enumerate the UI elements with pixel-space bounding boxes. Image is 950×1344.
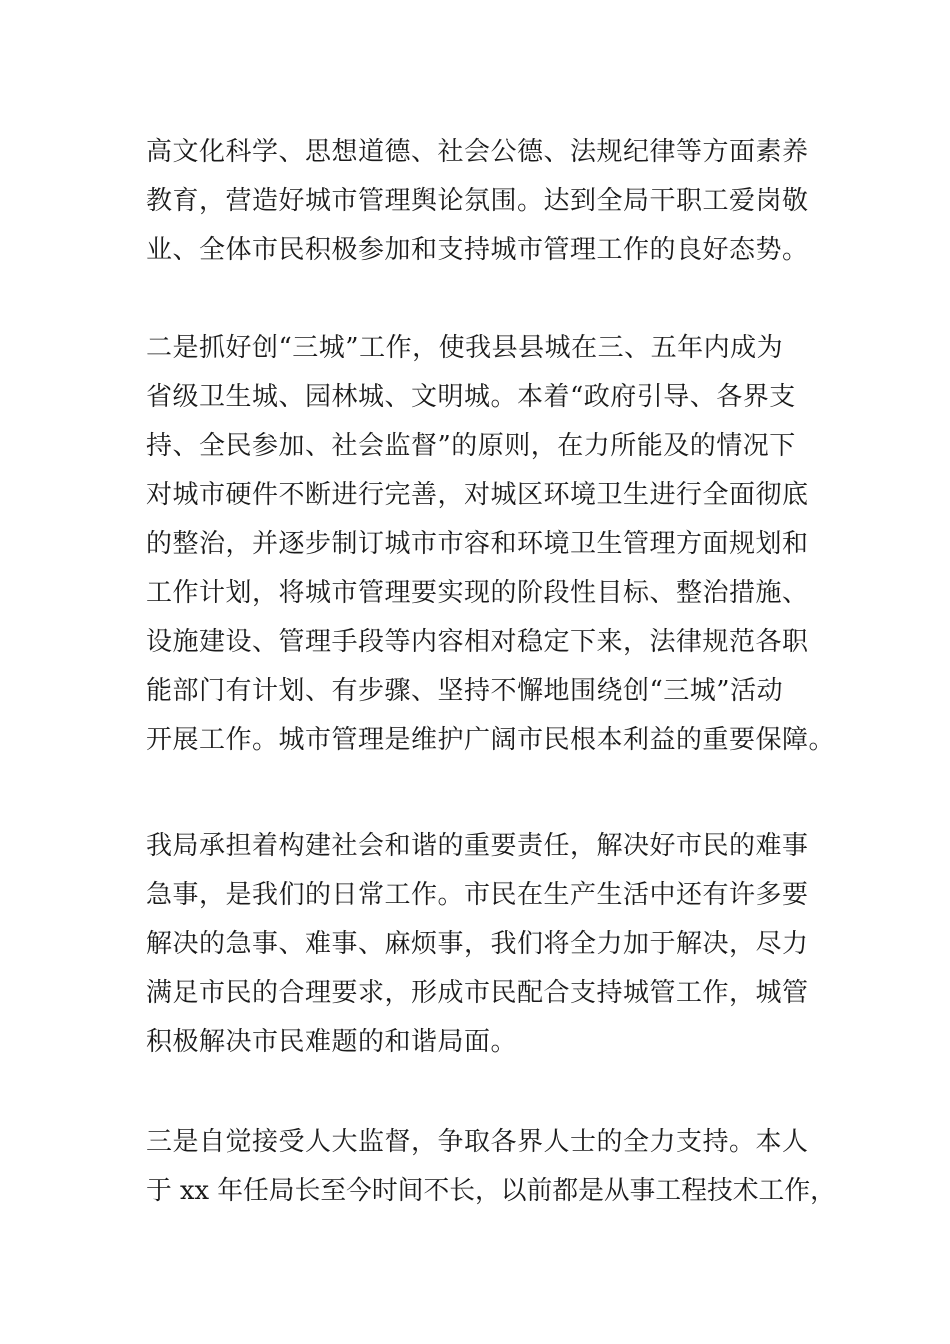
text-line: 于 xx 年任局长至今时间不长，以前都是从事工程技术工作， — [146, 1176, 836, 1206]
paragraph-2 — [146, 324, 836, 765]
text-line: 满足市民的合理要求，形成市民配合支持城管工作，城管 — [146, 978, 809, 1008]
text-line: 教育，营造好城市管理舆论氛围。达到全局干职工爱岗敬 — [146, 186, 809, 216]
text-line: 业、全体市民积极参加和支持城市管理工作的良好态势。 — [146, 235, 809, 265]
paragraph-1 — [146, 128, 836, 275]
text-line: 积极解决市民难题的和谐局面。 — [146, 1027, 518, 1057]
text-line: 对城市硬件不断进行完善，对城区环境卫生进行全面彻底 — [146, 480, 809, 510]
text-line: 二是抓好创“三城”工作，使我县县城在三、五年内成为 — [146, 333, 784, 363]
text-line: 工作计划，将城市管理要实现的阶段性目标、整治措施、 — [146, 578, 809, 608]
text-line: 急事，是我们的日常工作。市民在生产生活中还有许多要 — [146, 880, 809, 910]
text-line: 持、全民参加、社会监督”的原则，在力所能及的情况下 — [146, 431, 796, 461]
text-line: 开展工作。城市管理是维护广阔市民根本利益的重要保障。 — [146, 725, 836, 755]
paragraph-3 — [146, 822, 836, 1067]
text-line: 我局承担着构建社会和谐的重要责任，解决好市民的难事 — [146, 831, 809, 861]
text-line: 解决的急事、难事、麻烦事，我们将全力加于解决，尽力 — [146, 929, 809, 959]
text-line: 高文化科学、思想道德、社会公德、法规纪律等方面素养 — [146, 137, 809, 167]
text-line: 设施建设、管理手段等内容相对稳定下来，法律规范各职 — [146, 627, 809, 657]
text-line: 能部门有计划、有步骤、坚持不懈地围绕创“三城”活动 — [146, 676, 784, 706]
text-line: 省级卫生城、园林城、文明城。本着“政府引导、各界支 — [146, 382, 796, 412]
text-line: 的整治，并逐步制订城市市容和环境卫生管理方面规划和 — [146, 529, 809, 559]
text-line: 三是自觉接受人大监督，争取各界人士的全力支持。本人 — [146, 1127, 809, 1157]
paragraph-4 — [146, 1118, 836, 1216]
